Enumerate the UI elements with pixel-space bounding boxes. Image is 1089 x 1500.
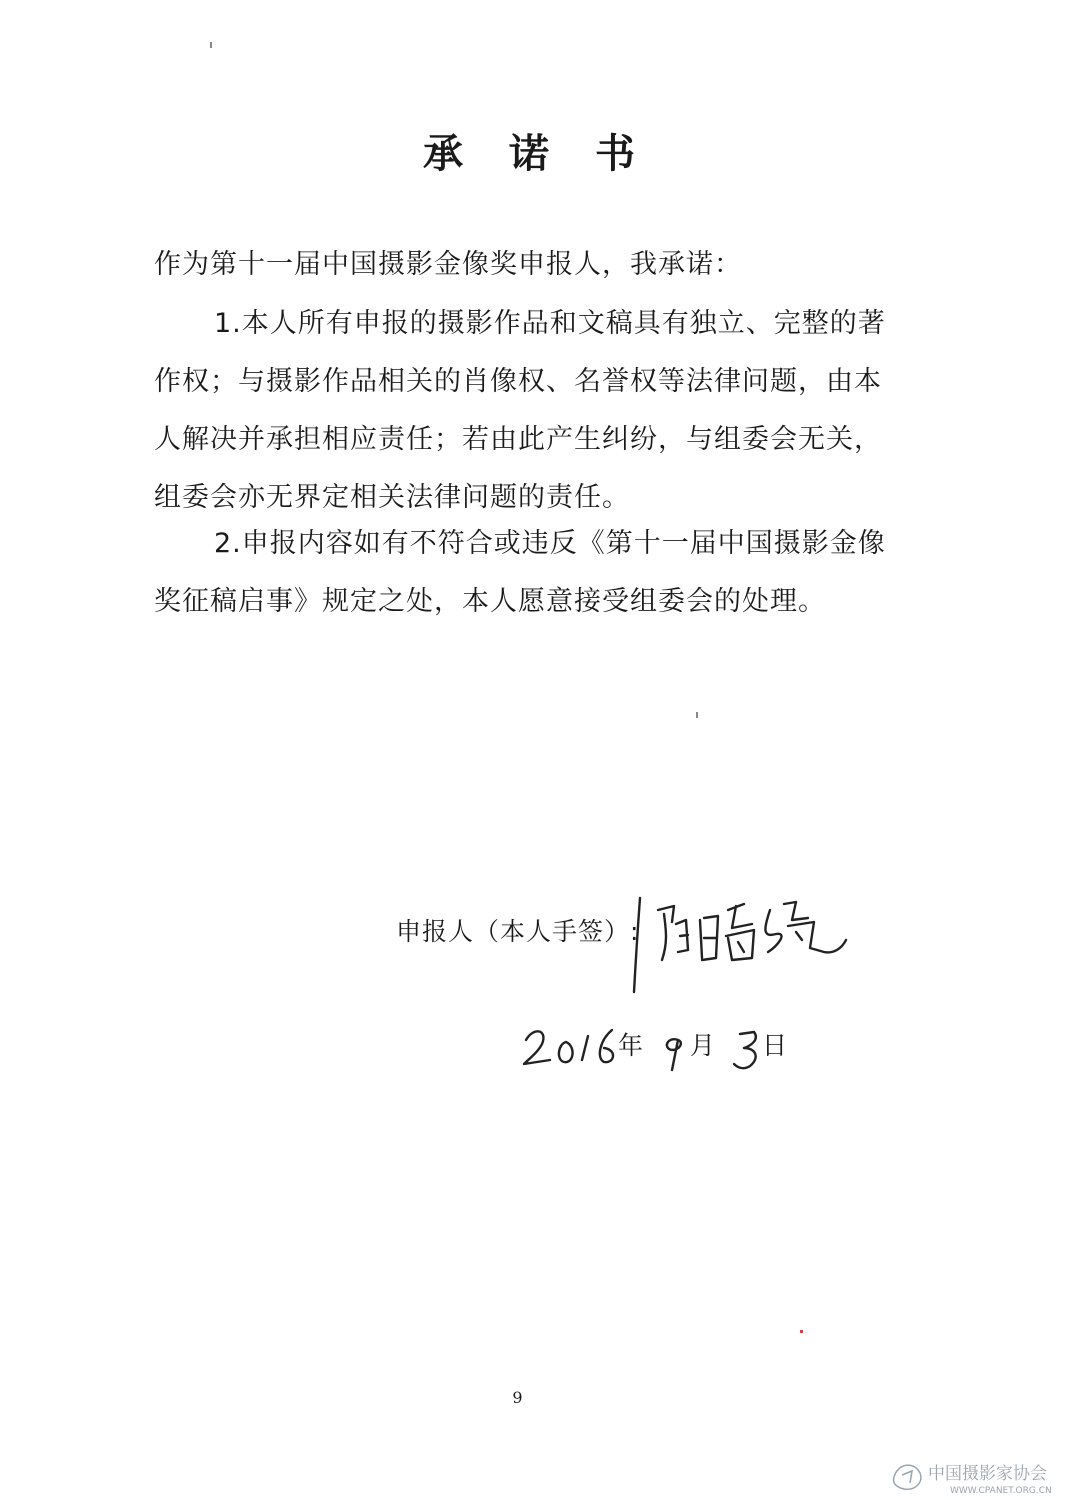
title-char: 书 — [595, 130, 637, 177]
date-year-char: 年 — [618, 1031, 644, 1060]
date-month-char: 月 — [690, 1031, 716, 1060]
scan-speck — [696, 712, 698, 718]
watermark-text: 中国摄影家协会 — [928, 1464, 1047, 1484]
handwritten-signature — [628, 880, 858, 1000]
intro-paragraph: 作为第十一届中国摄影金像奖申报人，我承诺： — [154, 249, 742, 280]
handwritten-date-digits — [520, 1018, 790, 1078]
date-day-char: 日 — [762, 1031, 788, 1060]
title-char: 承 — [423, 130, 465, 177]
page-number: 9 — [512, 1388, 523, 1407]
clause-2: 2.申报内容如有不符合或违反《第十一届中国摄影金像奖征稿启事》规定之处，本人愿意接受组委会的处理。 — [154, 528, 886, 617]
watermark-url: WWW.CPANET.ORG.CN — [950, 1486, 1052, 1496]
document-title — [0, 122, 1060, 179]
scan-speck — [210, 42, 212, 48]
watermark-logo — [888, 1455, 1088, 1497]
signature-label: 申报人（本人手签）: — [396, 917, 640, 946]
title-char: 诺 — [509, 130, 551, 177]
clause-1: 1.本人所有申报的摄影作品和文稿具有独立、完整的著作权；与摄影作品相关的肖像权、名誉权等法律问题，由本人解决并承担相应责任；若由此产生纠纷，与组委会无关，组委会亦无界定相关法律问题的责任。 — [154, 308, 886, 513]
scan-speck — [800, 1330, 803, 1333]
